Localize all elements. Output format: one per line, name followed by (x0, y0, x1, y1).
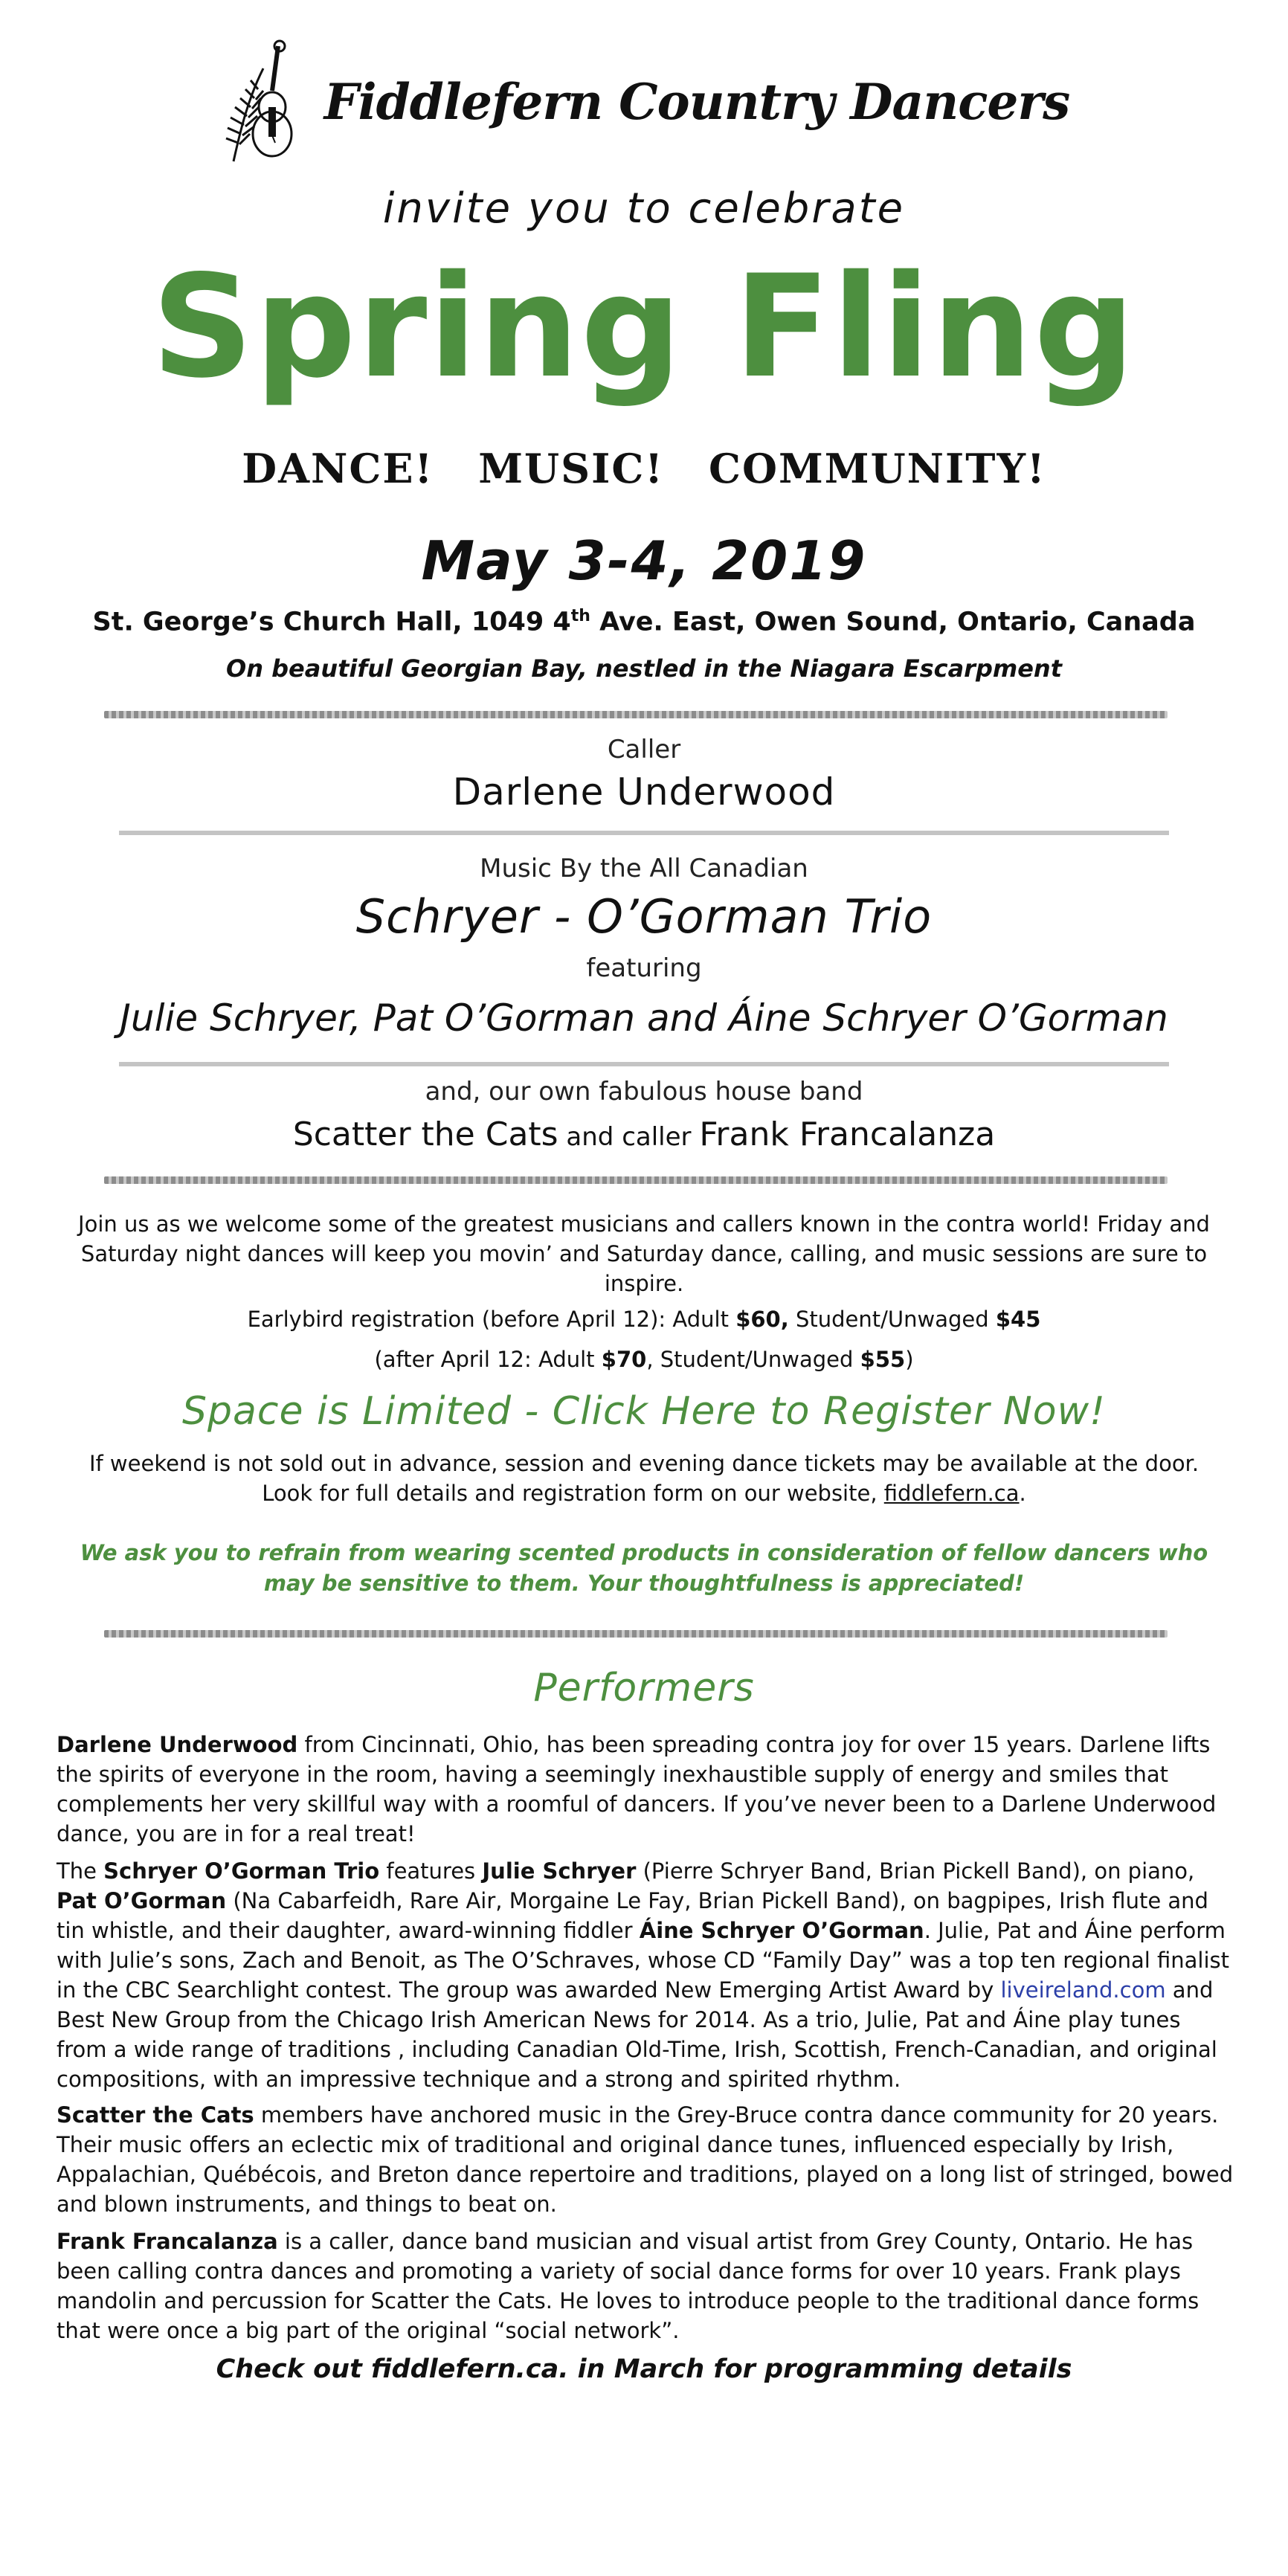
house-caller-name: Frank Francalanza (699, 1115, 996, 1153)
performer-name: Scatter the Cats (57, 2102, 254, 2128)
scent-note: We ask you to refrain from wearing scented products in consideration of fellow dancers who may be sensitive to them. Your thoughtfulness is appreciated! (80, 1540, 1208, 1596)
band-members: Julie Schryer, Pat O’Gorman and Áine Schryer O’Gorman (120, 996, 1168, 1040)
divider (119, 831, 1169, 835)
divider (119, 1062, 1169, 1066)
price-student: $55 (860, 1347, 906, 1372)
performer-bio-text: The (57, 1858, 104, 1884)
performer-bio-text: is a caller, dance band musician and visual artist from Grey County, Ontario. He has been calling contra dances and promoting a variety of social dance forms for over 10 years. Frank plays mandolin and percussion for Scatter the Cats. He loves to introduce people to the traditional dance forms that were once a big part of the original “social network”. (57, 2229, 1200, 2344)
performer-bio-frank (57, 2226, 1234, 2345)
org-name: Fiddlefern Country Dancers (323, 73, 1070, 131)
music-label: Music By the All Canadian (480, 854, 808, 883)
intro-text: Join us as we welcome some of the greatest musicians and callers known in the contra world! Friday and Saturday night dances will keep you movin’ and Saturday dance, calling, and music sessions are sure to inspire. (78, 1211, 1210, 1297)
band-name: Schryer - O’Gorman Trio (355, 889, 933, 944)
price-adult: $60, (735, 1307, 789, 1332)
performer-bio-text: and Best New Group from the Chicago Irish American News for 2014. As a trio, Julie, Pat and Áine play tunes from a wide range of traditions , including Canadian Old-Time, Irish, Scottish, French-Canadian, and original compositions, with an impressive technique and a strong and spirited rhythm. (57, 1977, 1217, 2093)
performer-name: Julie Schryer (482, 1858, 637, 1884)
performer-bio-text: from Cincinnati, Ohio, has been spreading contra joy for over 15 years. Darlene lifts the spirits of everyone in the room, having a seemingly inexhaustible supply of energy and smiles that complements her very skillful way with a roomful of dancers. If you’ve never been to a Darlene Underwood dance, you are in for a real treat! (57, 1732, 1217, 1847)
door-note-text: If weekend is not sold out in advance, session and evening dance tickets may be available at the door. (88, 1451, 1200, 1476)
divider (104, 1630, 1168, 1638)
performer-bio-text: (Pierre Schryer Band, Brian Pickell Band), on piano, (636, 1858, 1195, 1884)
tagline-dance: DANCE! (242, 445, 434, 492)
performer-bio-cats (57, 2100, 1234, 2219)
door-note (67, 1449, 1221, 1508)
pricing-text: ) (905, 1347, 914, 1372)
website-text: Look for full details and registration form on our website, (262, 1481, 884, 1507)
pricing-text: (after April 12: Adult (374, 1347, 602, 1372)
divider (104, 711, 1168, 718)
fiddle-fern-icon (219, 39, 308, 165)
tagline (0, 445, 1288, 492)
performer-name: Frank Francalanza (57, 2229, 278, 2254)
venue-address-part: Ave. East, Owen Sound, Ontario, Canada (590, 607, 1196, 637)
closing-note: Check out fiddlefern.ca. in March for programming details (216, 2354, 1072, 2384)
caller-label: Caller (607, 735, 681, 764)
website-text: . (1019, 1481, 1026, 1507)
house-band-label: and, our own fabulous house band (425, 1077, 863, 1107)
venue-note: On beautiful Georgian Bay, nestled in the Niagara Escarpment (226, 654, 1062, 683)
and-caller-text: and caller (558, 1122, 700, 1152)
performer-bio-darlene (57, 1730, 1234, 1849)
pricing-text: Student/Unwaged (788, 1307, 996, 1332)
venue-ordinal: th (570, 607, 590, 625)
performer-bio-text: features (379, 1858, 483, 1884)
performer-bio-text: members have anchored music in the Grey-Bruce contra dance community for 20 years. Their music offers an eclectic mix of traditional and original dance tunes, influenced especially by Irish, Appalachian, Québécois, and Breton dance repertoire and traditions, played on a long list of stringed, bowed and blown instruments, and things to beat on. (57, 2102, 1234, 2218)
house-band-line (0, 1115, 1288, 1153)
register-link[interactable]: Space is Limited - Click Here to Register Now! (182, 1389, 1106, 1434)
house-band-name: Scatter the Cats (292, 1115, 558, 1153)
pricing-text: Earlybird registration (before April 12): Adult (247, 1307, 736, 1332)
price-student: $45 (995, 1307, 1041, 1332)
performer-bio-text: (Na Cabarfeidh, Rare Air, Morgaine Le Fay, Brian Pickell Band), on bagpipes, Irish flute and tin whistle, and their daughter, award-winning fiddler (57, 1888, 1208, 1944)
pricing-text: , Student/Unwaged (646, 1347, 860, 1372)
venue-address-part: St. George’s Church Hall, 1049 4 (92, 607, 571, 637)
invite-text: invite you to celebrate (382, 184, 906, 233)
liveireland-link[interactable]: liveireland.com (1000, 1977, 1166, 2003)
tagline-music: MUSIC! (478, 445, 665, 492)
price-adult: $70 (601, 1347, 647, 1372)
caller-name: Darlene Underwood (452, 770, 836, 814)
website-link[interactable]: fiddlefern.ca (883, 1481, 1020, 1507)
event-title: Spring Fling (151, 245, 1137, 409)
venue-address (0, 607, 1288, 637)
featuring-label: featuring (586, 953, 702, 983)
performer-bio-trio (57, 1856, 1234, 2094)
performer-name: Schryer O’Gorman Trio (103, 1858, 380, 1884)
tagline-community: COMMUNITY! (709, 445, 1046, 492)
performer-name: Darlene Underwood (57, 1732, 298, 1757)
event-date: May 3-4, 2019 (421, 529, 867, 592)
website-line (67, 1478, 1221, 1508)
performer-name: Áine Schryer O’Gorman (639, 1918, 924, 1944)
late-pricing (67, 1345, 1221, 1374)
earlybird-pricing (67, 1304, 1221, 1334)
performer-name: Pat O’Gorman (57, 1888, 227, 1914)
divider (104, 1176, 1168, 1184)
performers-title: Performers (533, 1666, 755, 1710)
performer-bio-text: . Julie, Pat and Áine perform with Julie’s sons, Zach and Benoit, as The O’Schraves, whose CD “Family Day” was a top ten regional finalist in the CBC Searchlight contest. The group was awarded New Emerging Artist Award by (57, 1918, 1230, 2003)
header-logo-row (0, 39, 1288, 165)
